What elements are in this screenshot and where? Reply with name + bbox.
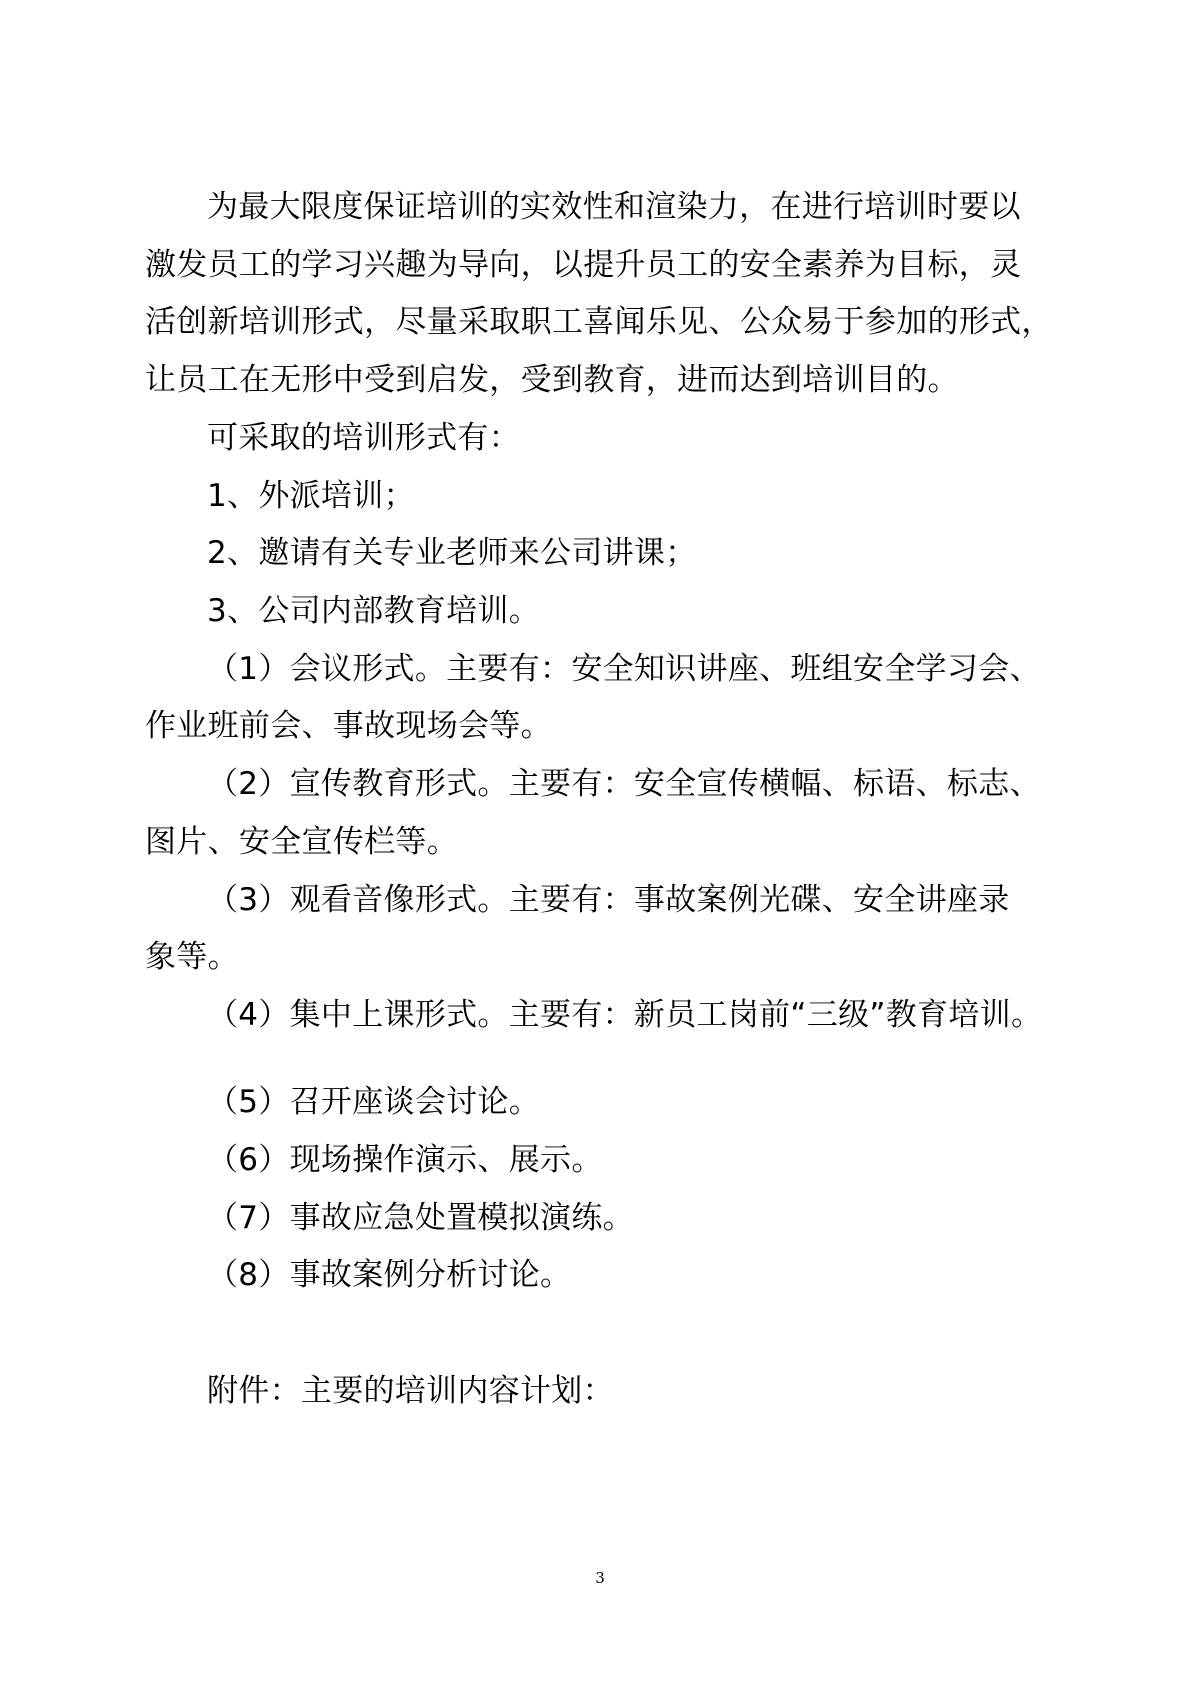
page-number: 3 [595,1569,605,1587]
sub-item-8: （8）事故案例分析讨论。 [207,1257,572,1293]
attachment-line: 附件：主要的培训内容计划： [207,1373,614,1409]
forms-heading: 可采取的培训形式有： [207,420,520,456]
sub-item-2-line-1: （2）宣传教育形式。主要有：安全宣传横幅、标语、标志、 [207,766,1041,802]
sub-item-1-line-2: 作业班前会、事故现场会等。 [145,708,552,744]
intro-paragraph-line-3: 活创新培训形式，尽量采取职工喜闻乐见、公众易于参加的形式， [145,304,1053,340]
sub-item-3-line-1: （3）观看音像形式。主要有：事故案例光碟、安全讲座录 [207,882,1010,918]
sub-item-1-line-1: （1）会议形式。主要有：安全知识讲座、班组安全学习会、 [207,651,1041,687]
sub-item-2-line-2: 图片、安全宣传栏等。 [145,824,458,860]
sub-item-4: （4）集中上课形式。主要有：新员工岗前“三级”教育培训。 [207,997,1043,1033]
sub-item-5: （5）召开座谈会讨论。 [207,1084,541,1120]
intro-paragraph-line-2: 激发员工的学习兴趣为导向，以提升员工的安全素养为目标，灵 [145,247,1022,283]
intro-paragraph-line-1: 为最大限度保证培训的实效性和渲染力，在进行培训时要以 [207,189,1021,225]
form-item-1: 1、外派培训； [207,478,415,514]
intro-paragraph-line-4: 让员工在无形中受到启发，受到教育，进而达到培训目的。 [145,362,959,398]
form-item-2: 2、邀请有关专业老师来公司讲课； [207,535,697,571]
form-item-3: 3、公司内部教育培训。 [207,593,541,629]
sub-item-3-line-2: 象等。 [145,939,239,975]
sub-item-6: （6）现场操作演示、展示。 [207,1142,603,1178]
sub-item-7: （7）事故应急处置模拟演练。 [207,1200,634,1236]
